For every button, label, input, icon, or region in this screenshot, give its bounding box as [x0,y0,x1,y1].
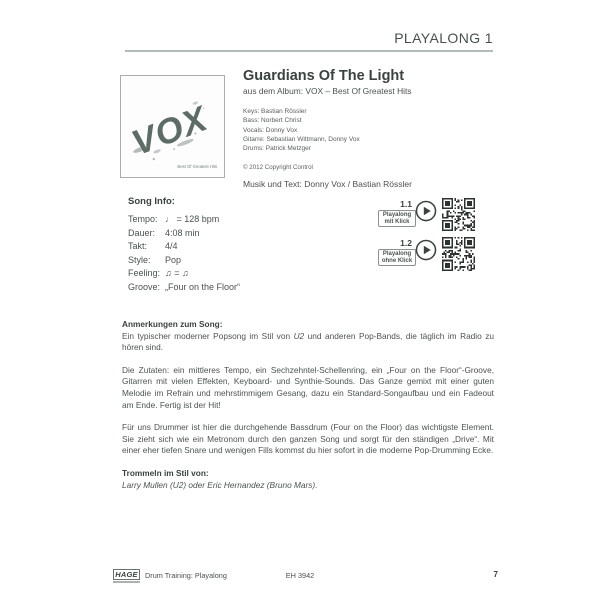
audio-track-1 [378,197,488,233]
song-info-row-takt [128,241,328,255]
audio-track-2 [378,236,488,272]
notes-paragraph-3: Für uns Drummer ist hier die durchgehende Bassdrum (Four on the Floor) das wichtigste Element. Sie zieht sich wie ein Metronom durch den ganzen Song und sorgt für den ständigen „Drive“. Mit einer eher tiefen Snare und wenigen Fills kommst du hier sofort in die moderne Pop-Drumming Ecke. [122,422,494,456]
footer-series: Drum Training: Playalong [145,571,227,580]
style-text: Larry Mullen (U2) oder Eric Hernandez (Bruno Mars). [122,479,318,490]
song-title: Guardians Of The Light [243,68,405,84]
song-info-value: 4/4 [165,241,178,251]
track-label-line1: Playalong [382,250,412,257]
notes-section [122,319,494,491]
hage-logo: HAGE [113,569,140,580]
song-info-value: ♩ = 128 bpm [165,214,220,224]
song-info-label: Takt: [128,241,148,251]
band-reference: U2 [293,330,305,341]
song-info-row-dauer [128,228,328,242]
credit-line-drums: Drums: Patrick Metzger [243,145,311,153]
qr-code-icon [442,198,475,231]
track-label-line2: ohne Klick [381,257,413,264]
credits-list [243,107,493,153]
play-icon [415,239,437,261]
track-number: 1.1 [400,199,412,209]
track-label-line2: mit Klick [384,218,410,225]
footer-catalog-number: EH 3942 [285,571,315,580]
notes-text: und anderen Pop-Bands, die täglich im Radio zu hören sind. [122,330,495,353]
copyright-line: © 2012 Copyright Control [243,164,313,172]
song-info-value: Pop [165,254,182,265]
song-info-heading: Song Info: [128,196,175,207]
footer-page-number: 7 [493,570,498,579]
song-info-row-groove [128,282,328,296]
song-info-label: Feeling: [128,268,161,278]
credit-line-bass: Bass: Norbert Christ [243,117,302,125]
song-info-label: Dauer: [128,227,156,238]
writers-line: Musik und Text: Donny Vox / Bastian Rössler [243,179,412,190]
track-label-box [378,249,416,266]
album-art [121,76,224,177]
song-info-row-feeling [128,268,328,282]
track-label-line1: Playalong [382,211,412,218]
notes-paragraph-1 [122,331,494,354]
credit-line-keys: Keys: Bastian Rössler [243,108,307,115]
credit-line-gitarre: Gitarre: Sebastian Wittmann, Donny Vox [243,135,360,143]
track-number: 1.2 [400,238,412,248]
hage-logo-subline [113,581,140,583]
qr-code-icon [442,237,475,271]
notes-text: Ein typischer moderner Popsong im Stil von [122,330,294,341]
song-info-row-tempo [128,214,328,228]
song-info-row-style [128,255,328,269]
song-info-label: Tempo: [128,214,158,224]
credit-line-vocals: Vocals: Donny Vox [243,126,298,134]
song-info-label: Groove: [128,281,161,292]
page-header-title: PLAYALONG 1 [394,30,493,46]
header-rule [125,50,493,52]
song-subtitle: aus dem Album: VOX – Best Of Greatest Hits [243,86,412,96]
album-cover [120,75,225,178]
track-label-box [378,210,416,227]
song-info-value: ♫ = ♫ [165,268,189,278]
style-heading: Trommeln im Stil von: [122,467,209,478]
song-info-label: Style: [128,254,151,265]
title-block [243,68,493,189]
song-info-section [128,196,328,295]
vox-art-text: VOX [126,98,213,164]
notes-paragraph-2: Die Zutaten: ein mittleres Tempo, ein Sechzehntel-Schellenring, ein „Four on the Floor“-Groove, Gitarren mit vielen Effekten, Keyboard- und Synthie-Sounds. Das Ganze gemixt mit einer guten Melodie im Refrain und mehrstimmigem Gesang, dazu ein Standard-Songaufbau und ein Fadeout am Ende. Fertig ist der Hit! [122,364,494,410]
notes-heading: Anmerkungen zum Song: [122,319,223,329]
song-info-value: 4:08 min [165,227,200,238]
album-caption: Best Of Greatest Hits [177,164,218,170]
song-info-value: „Four on the Floor“ [165,281,241,292]
play-icon [415,200,437,222]
